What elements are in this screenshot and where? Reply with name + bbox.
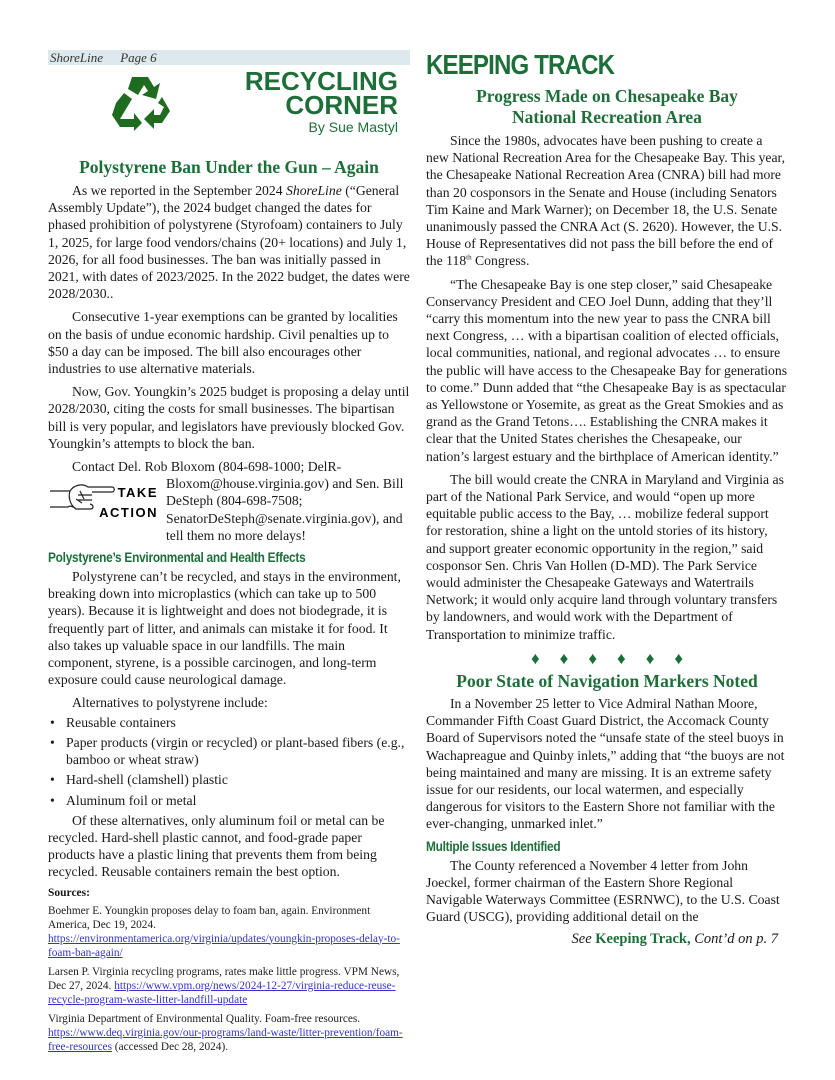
diamond-icon: ♦ — [559, 648, 569, 668]
paragraph: “The Chesapeake Bay is one step closer,” said Chesapeake Conservancy President and CEO Joel Dunn, adding that they’ll “carry this momentum into the new year to pass the CNRA bill next Congress, … with a bipartisan coalition of elected officials, local communities, national, and regional advocates … to ensure the public will have access to the Chesapeake Bay for generations to come.” Dunn added that “the Chesapeake Bay is as spectacular as Yellowstone or Yosemite, as great as the Great Smokies and as grand as the Grand Tetons…. Establishing the CNRA makes it clear that the United States cherishes the Chesapeake, our nation’s largest estuary and the birthplace of American identity.” — [426, 276, 788, 464]
list-item: • Reusable containers — [48, 714, 410, 731]
paragraph: Now, Gov. Youngkin’s 2025 budget is proposing a delay until 2028/2030, citing the costs for small businesses. The bipartisan bill is very popular, and legislators have previously blocked Gov. Youngkin’s attempts to block the ban. — [48, 384, 410, 451]
source-entry: Boehmer E. Youngkin proposes delay to foam ban, again. Environment America, Dec 19, 2024. https://environmentamerica.org/virginia/updates/youngkin-proposes-delay-to-foam-ban-again/ — [48, 904, 400, 959]
list-item: • Aluminum foil or metal — [48, 792, 410, 809]
byline: By Sue Mastyl — [308, 119, 398, 135]
sources-label: Sources: — [48, 886, 90, 899]
source-entry: Larsen P. Virginia recycling programs, rates make little progress. VPM News, Dec 27, 2024. https://www.vpm.org/news/2024-12-27/virginia-reduce-reuse-recycle-program-waste-litter-landfill-update — [48, 965, 400, 1006]
take-action-block — [48, 458, 410, 544]
continuation-link[interactable]: Keeping Track, — [595, 931, 691, 948]
paragraph: Alternatives to polystyrene include: — [72, 695, 268, 711]
running-head — [48, 50, 410, 65]
article-headline: Polystyrene Ban Under the Gun – Again — [79, 157, 379, 177]
recycle-icon — [110, 73, 174, 133]
right-column — [426, 50, 788, 948]
diamond-icon: ♦ — [674, 648, 684, 668]
article-headline: Progress Made on Chesapeake Bay National Recreation Area — [476, 86, 738, 127]
recycling-corner-header — [48, 65, 410, 141]
continuation-note: See Keeping Track, Cont’d on p. 7 — [571, 931, 778, 948]
contact-details: Bloxom@house.virginia.gov) and Sen. Bill DeSteph (804-698-7508; SenatorDeSteph@senate.virginia.gov), and tell them no more delays! — [166, 476, 404, 543]
paragraph: Polystyrene can’t be recycled, and stays in the environment, breaking down into microplastics (which can take up to 500 years). Because it is lightweight and does not biodegrade, it is frequently part of litter, and animals can mistake it for food. It also takes up valuable space in our landfills. The main component, styrene, is a possible carcinogen, and long-term exposure could cause neurological damage. — [48, 569, 401, 688]
diamond-icon: ♦ — [588, 648, 597, 668]
recycling-corner-title — [244, 66, 398, 120]
list-item: • Paper products (virgin or recycled) or plant-based fibers (e.g., bamboo or wheat straw) — [48, 734, 410, 768]
paragraph: Since the 1980s, advocates have been pushing to create a new National Recreation Area for the Chesapeake Bay. This year, the Chesapeake National Recreation Area (CNRA) bill had more than 20 cosponsors in the Senate and House (including Senators Tim Kaine and Mark Warner); on December 18, the U.S. Senate unanimously passed the CNRA Act (S. 2620). However, the U.S. House of Representatives did not pass the bill before the end of the 118th Congress. — [426, 133, 785, 269]
paragraph: In a November 25 letter to Vice Admiral Nathan Moore, Commander Fifth Coast Guard District, the Accomack County Board of Supervisors noted the “unsafe state of the steel buoys in Wachapreague and Quinby inlets,” adding that “the buoys are not being maintained and many are missing. It is an extreme safety issue for our residents, our local watermen, and especially dangerous for visitors to the Eastern Shore not familiar with the ever-changing, unmarked inlet.” — [426, 695, 785, 832]
keeping-track-title: KEEPING TRACK — [426, 49, 615, 80]
section-subhead: Polystyrene’s Environmental and Health Effects — [48, 550, 306, 566]
diamond-icon: ♦ — [645, 648, 655, 668]
diamond-icon: ♦ — [530, 648, 540, 668]
paragraph: The County referenced a November 4 letter from John Joeckel, former chairman of the Eastern Shore Regional Navigable Waterways Committee (ESRNWC), to the U.S. Coast Guard (USCG), providing additional detail on the — [426, 857, 780, 925]
title-line-1: RECYCLING — [244, 66, 398, 96]
title-line-2: CORNER — [285, 90, 398, 120]
take-action-label: TAKE ACTION — [99, 485, 158, 521]
paragraph: The bill would create the CNRA in Maryland and Virginia as part of the National Park Service, and would “open up more equitable public access to the Bay, … mobilize federal support for restoration, shine a light on the untold stories of its history, and support greater economic opportunity in the region,” said cosponsor Sen. Chris Van Hollen (D-MD). The Park Service would administer the Chesapeake Gateways and Watertrails Network; it would only acquire land through voluntary transfers by landowners, and would work with the Department of Transportation to minimize traffic. — [426, 471, 784, 642]
publication-name: ShoreLine — [50, 50, 103, 65]
source-link[interactable]: https://www.deq.virginia.gov/our-programs/land-waste/litter-prevention/foam-free-resources — [48, 1026, 403, 1053]
alternatives-list — [48, 714, 410, 809]
contact-line: Contact Del. Rob Bloxom (804-698-1000; DelR- — [72, 459, 342, 475]
section-subhead: Multiple Issues Identified — [426, 838, 561, 854]
diamond-icon: ♦ — [617, 648, 626, 668]
paragraph: Consecutive 1-year exemptions can be granted by localities on the basis of undue economic hardship. Civil penalties up to $50 a day can be imposed. The bill also encourages other industries to use alternative materials. — [48, 309, 398, 377]
paragraph: As we reported in the September 2024 ShoreLine (“General Assembly Update”), the 2024 budget changed the dates for phased prohibition of polystyrene (Styrofoam) containers to July 1, 2025, for large food vendors/chains (20+ locations) and July 1, 2026, for all food businesses. The ban was initially passed in 2021, with dates of 2023/2025. In the 2022 budget, the dates were 2028/2030.. — [48, 183, 410, 302]
source-entry: Virginia Department of Environmental Quality. Foam-free resources. https://www.deq.virginia.gov/our-programs/land-waste/litter-prevention/foam-free-resources (accessed Dec 28, 2024). — [48, 1012, 403, 1053]
left-column — [48, 50, 410, 1059]
article-headline: Poor State of Navigation Markers Noted — [456, 670, 758, 691]
source-link[interactable]: https://environmentamerica.org/virginia/updates/youngkin-proposes-delay-to-foam-ban-again/ — [48, 932, 400, 959]
page-number: Page 6 — [120, 50, 157, 65]
take-action-graphic — [48, 475, 158, 543]
list-item: • Hard-shell (clamshell) plastic — [48, 771, 410, 788]
paragraph: Of these alternatives, only aluminum foil or metal can be recycled. Hard-shell plastic cannot, and food-grade paper products have a plastic lining that prevents them from being recycled. Reusable containers remain the best option. — [48, 812, 385, 880]
source-link[interactable]: https://www.vpm.org/news/2024-12-27/virginia-reduce-reuse-recycle-program-waste-litter-landfill-update — [48, 979, 396, 1006]
section-divider — [426, 649, 788, 669]
